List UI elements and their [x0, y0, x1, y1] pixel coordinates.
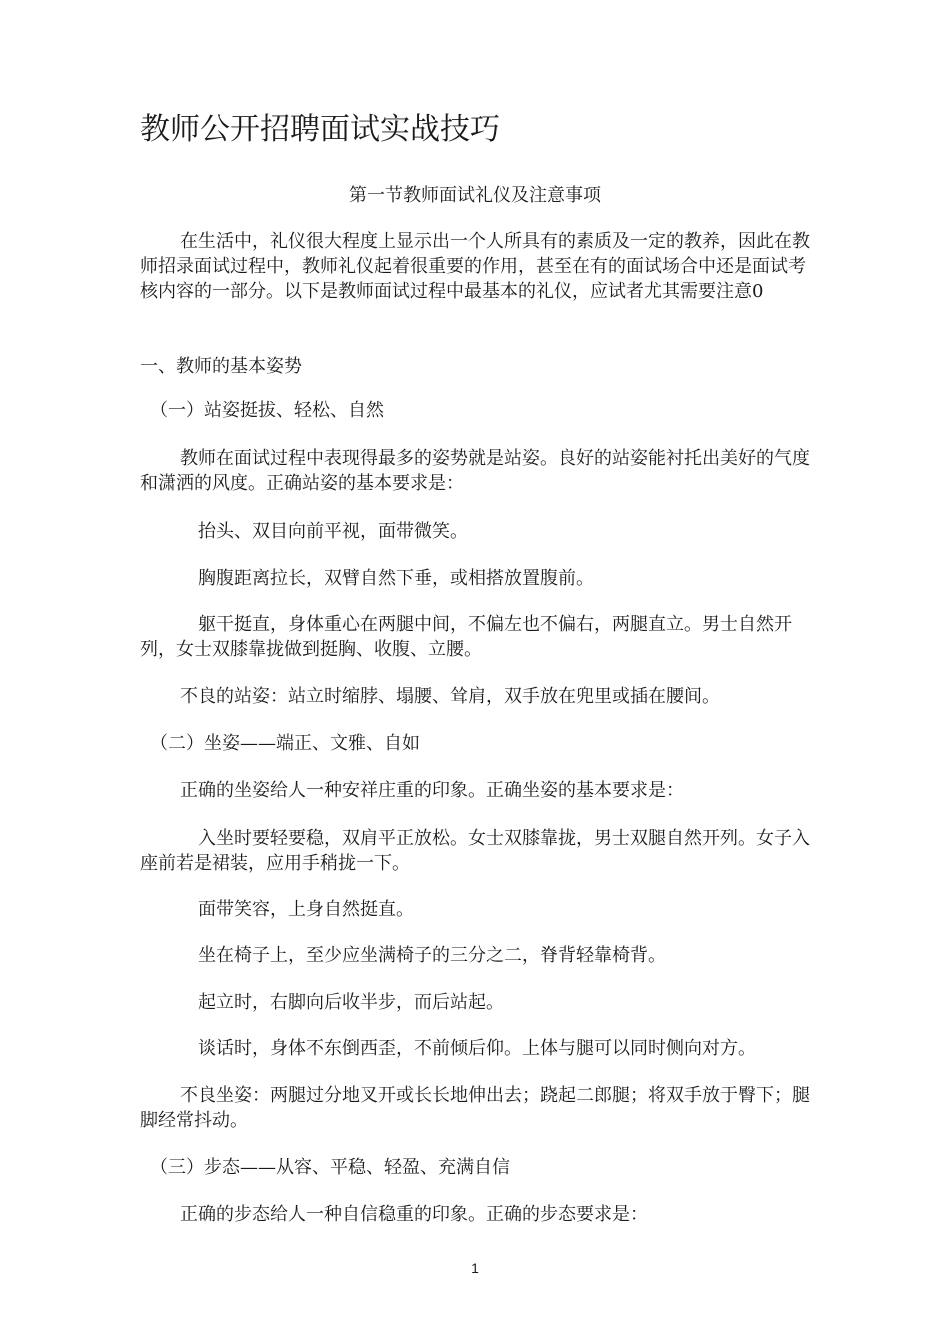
walking-intro-paragraph: 正确的步态给人一种自信稳重的印象。正确的步态要求是： — [180, 1204, 648, 1225]
sitting-intro-paragraph: 正确的坐姿给人一种安祥庄重的印象。正确坐姿的基本要求是： — [180, 780, 684, 801]
sitting-point-chair: 坐在椅子上，至少应坐满椅子的三分之二，脊背轻靠椅背。 — [198, 945, 666, 966]
standing-point-torso: 躯干挺直，身体重心在两腿中间，不偏左也不偏右，两腿直立。男士自然开列，女士双膝靠拢做到挺胸、收腹、立腰。 — [140, 614, 792, 660]
standing-point-chest: 胸腹距离拉长，双臂自然下垂，或相搭放置腹前。 — [198, 568, 594, 589]
intro-paragraph: 在生活中，礼仪很大程度上显示出一个人所具有的素质及一定的教养，因此在教师招录面试过程中，教师礼仪起着很重要的作用，甚至在有的面试场合中还是面试考核内容的一部分。以下是教师面试过程中最基本的礼仪，应试者尤其需要注意0 — [140, 231, 810, 302]
bad-sitting-note: 不良坐姿：两腿过分地叉开或长长地伸出去；跷起二郎腿；将双手放于臀下；腿脚经常抖动。 — [140, 1085, 810, 1131]
subheading-walking: （三）步态——从容、平稳、轻盈、充满自信 — [150, 1157, 510, 1178]
sitting-point-talk: 谈话时，身体不东倒西歪，不前倾后仰。上体与腿可以同时侧向对方。 — [198, 1038, 756, 1059]
heading-basic-posture: 一、教师的基本姿势 — [140, 356, 302, 377]
page-number: 1 — [471, 1260, 479, 1276]
sitting-point-smile: 面带笑容，上身自然挺直。 — [198, 899, 414, 920]
standing-point-head: 抬头、双目向前平视，面带微笑。 — [198, 521, 468, 542]
standing-intro-paragraph: 教师在面试过程中表现得最多的姿势就是站姿。良好的站姿能衬托出美好的气度和潇洒的风度。正确站姿的基本要求是： — [140, 448, 810, 494]
section-title: 第一节教师面试礼仪及注意事项 — [349, 185, 601, 206]
sitting-point-rise: 起立时，右脚向后收半步，而后站起。 — [198, 992, 504, 1013]
sitting-point-seat: 入坐时要轻要稳，双肩平正放松。女士双膝靠拢，男士双腿自然开列。女子入座前若是裙装，应用手稍拢一下。 — [140, 828, 810, 874]
subheading-standing: （一）站姿挺拔、轻松、自然 — [150, 400, 384, 421]
document-title: 教师公开招聘面试实战技巧 — [140, 112, 500, 147]
bad-standing-note: 不良的站姿：站立时缩脖、塌腰、耸肩，双手放在兜里或插在腰间。 — [180, 686, 720, 707]
subheading-sitting: （二）坐姿——端正、文雅、自如 — [150, 733, 420, 754]
